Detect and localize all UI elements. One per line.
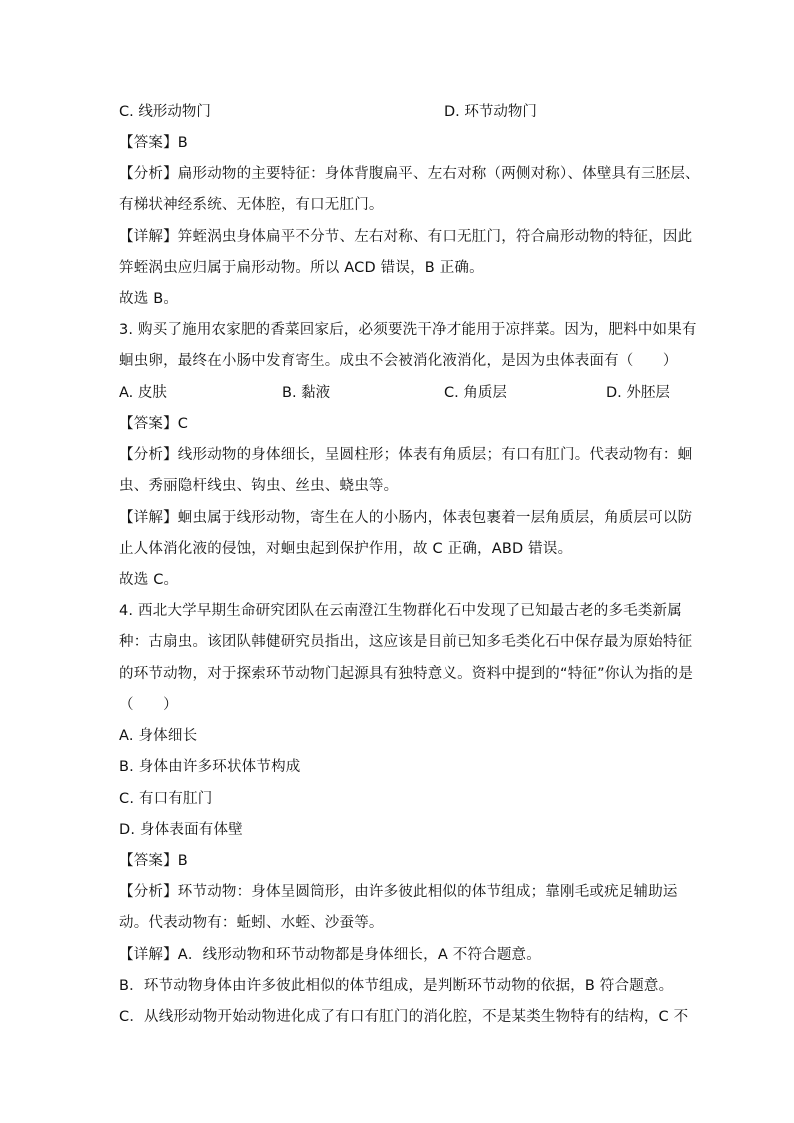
q4-stem-line-1: 4. 西北大学早期生命研究团队在云南澄江生物群化石中发现了已知最古老的多毛类新属 <box>119 603 682 619</box>
q2-option-c: C. 线形动物门 <box>119 104 211 120</box>
q2-conclusion: 故选 B。 <box>119 291 179 307</box>
q4-answer: 【答案】B <box>119 853 188 869</box>
q2-detail-line-1: 【详解】笄蛭涡虫身体扁平不分节、左右对称、有口无肛门，符合扁形动物的特征，因此 <box>119 229 693 245</box>
q4-option-a: A. 身体细长 <box>119 728 198 744</box>
q3-option-c: C. 角质层 <box>444 385 507 401</box>
q4-stem-line-2: 种：古扇虫。该团队韩健研究员指出，这应该是目前已知多毛类化石中保存最为原始特征 <box>119 634 693 650</box>
q4-detail-b: B．环节动物身体由许多彼此相似的体节组成，是判断环节动物的依据，B 符合题意。 <box>119 978 674 994</box>
q4-stem-line-4: （ ） <box>119 697 178 713</box>
q4-option-b: B. 身体由许多环状体节构成 <box>119 759 301 775</box>
q4-analysis-line-1: 【分析】环节动物：身体呈圆筒形，由许多彼此相似的体节组成；靠刚毛或疣足辅助运 <box>119 884 678 900</box>
q4-stem-line-3: 的环节动物，对于探索环节动物门起源具有独特意义。资料中提到的“特征”你认为指的是 <box>119 666 694 682</box>
q3-stem-line-2: 蛔虫卵，最终在小肠中发育寄生。成虫不会被消化液消化，是因为虫体表面有（ ） <box>119 353 678 369</box>
q3-detail-line-1: 【详解】蛔虫属于线形动物，寄生在人的小肠内，体表包裹着一层角质层，角质层可以防 <box>119 510 693 526</box>
q3-detail-line-2: 止人体消化液的侵蚀，对蛔虫起到保护作用，故 C 正确，ABD 错误。 <box>119 541 573 557</box>
q4-option-c: C. 有口有肛门 <box>119 791 213 807</box>
q4-analysis-line-2: 动。代表动物有：蚯蚓、水蛭、沙蚕等。 <box>119 915 384 931</box>
q2-answer: 【答案】B <box>119 135 188 151</box>
q3-stem-line-1: 3. 购买了施用农家肥的香菜回家后，必须要洗干净才能用于凉拌菜。因为，肥料中如果有 <box>119 322 697 338</box>
q3-option-d: D. 外胚层 <box>606 385 670 401</box>
q3-conclusion: 故选 C。 <box>119 572 179 588</box>
q3-answer: 【答案】C <box>119 416 189 432</box>
q2-detail-line-2: 笄蛭涡虫应归属于扁形动物。所以 ACD 错误，B 正确。 <box>119 260 484 276</box>
q2-analysis-line-2: 有梯状神经系统、无体腔，有口无肛门。 <box>119 197 384 213</box>
q4-detail-c: C．从线形动物开始动物进化成了有口有肛门的消化腔，不是某类生物特有的结构，C 不 <box>119 1009 689 1025</box>
q2-analysis-line-1: 【分析】扁形动物的主要特征：身体背腹扁平、左右对称（两侧对称）、体壁具有三胚层、 <box>119 166 700 182</box>
q3-option-a: A. 皮肤 <box>119 385 167 401</box>
q3-analysis-line-1: 【分析】线形动物的身体细长，呈圆柱形；体表有角质层；有口有肛门。代表动物有：蛔 <box>119 447 693 463</box>
q4-detail-a: 【详解】A．线形动物和环节动物都是身体细长，A 不符合题意。 <box>119 947 541 963</box>
q3-option-b: B. 黏液 <box>282 385 331 401</box>
q4-option-d: D. 身体表面有体壁 <box>119 822 243 838</box>
q2-option-d: D. 环节动物门 <box>444 104 537 120</box>
q3-analysis-line-2: 虫、秀丽隐杆线虫、钩虫、丝虫、蛲虫等。 <box>119 478 399 494</box>
